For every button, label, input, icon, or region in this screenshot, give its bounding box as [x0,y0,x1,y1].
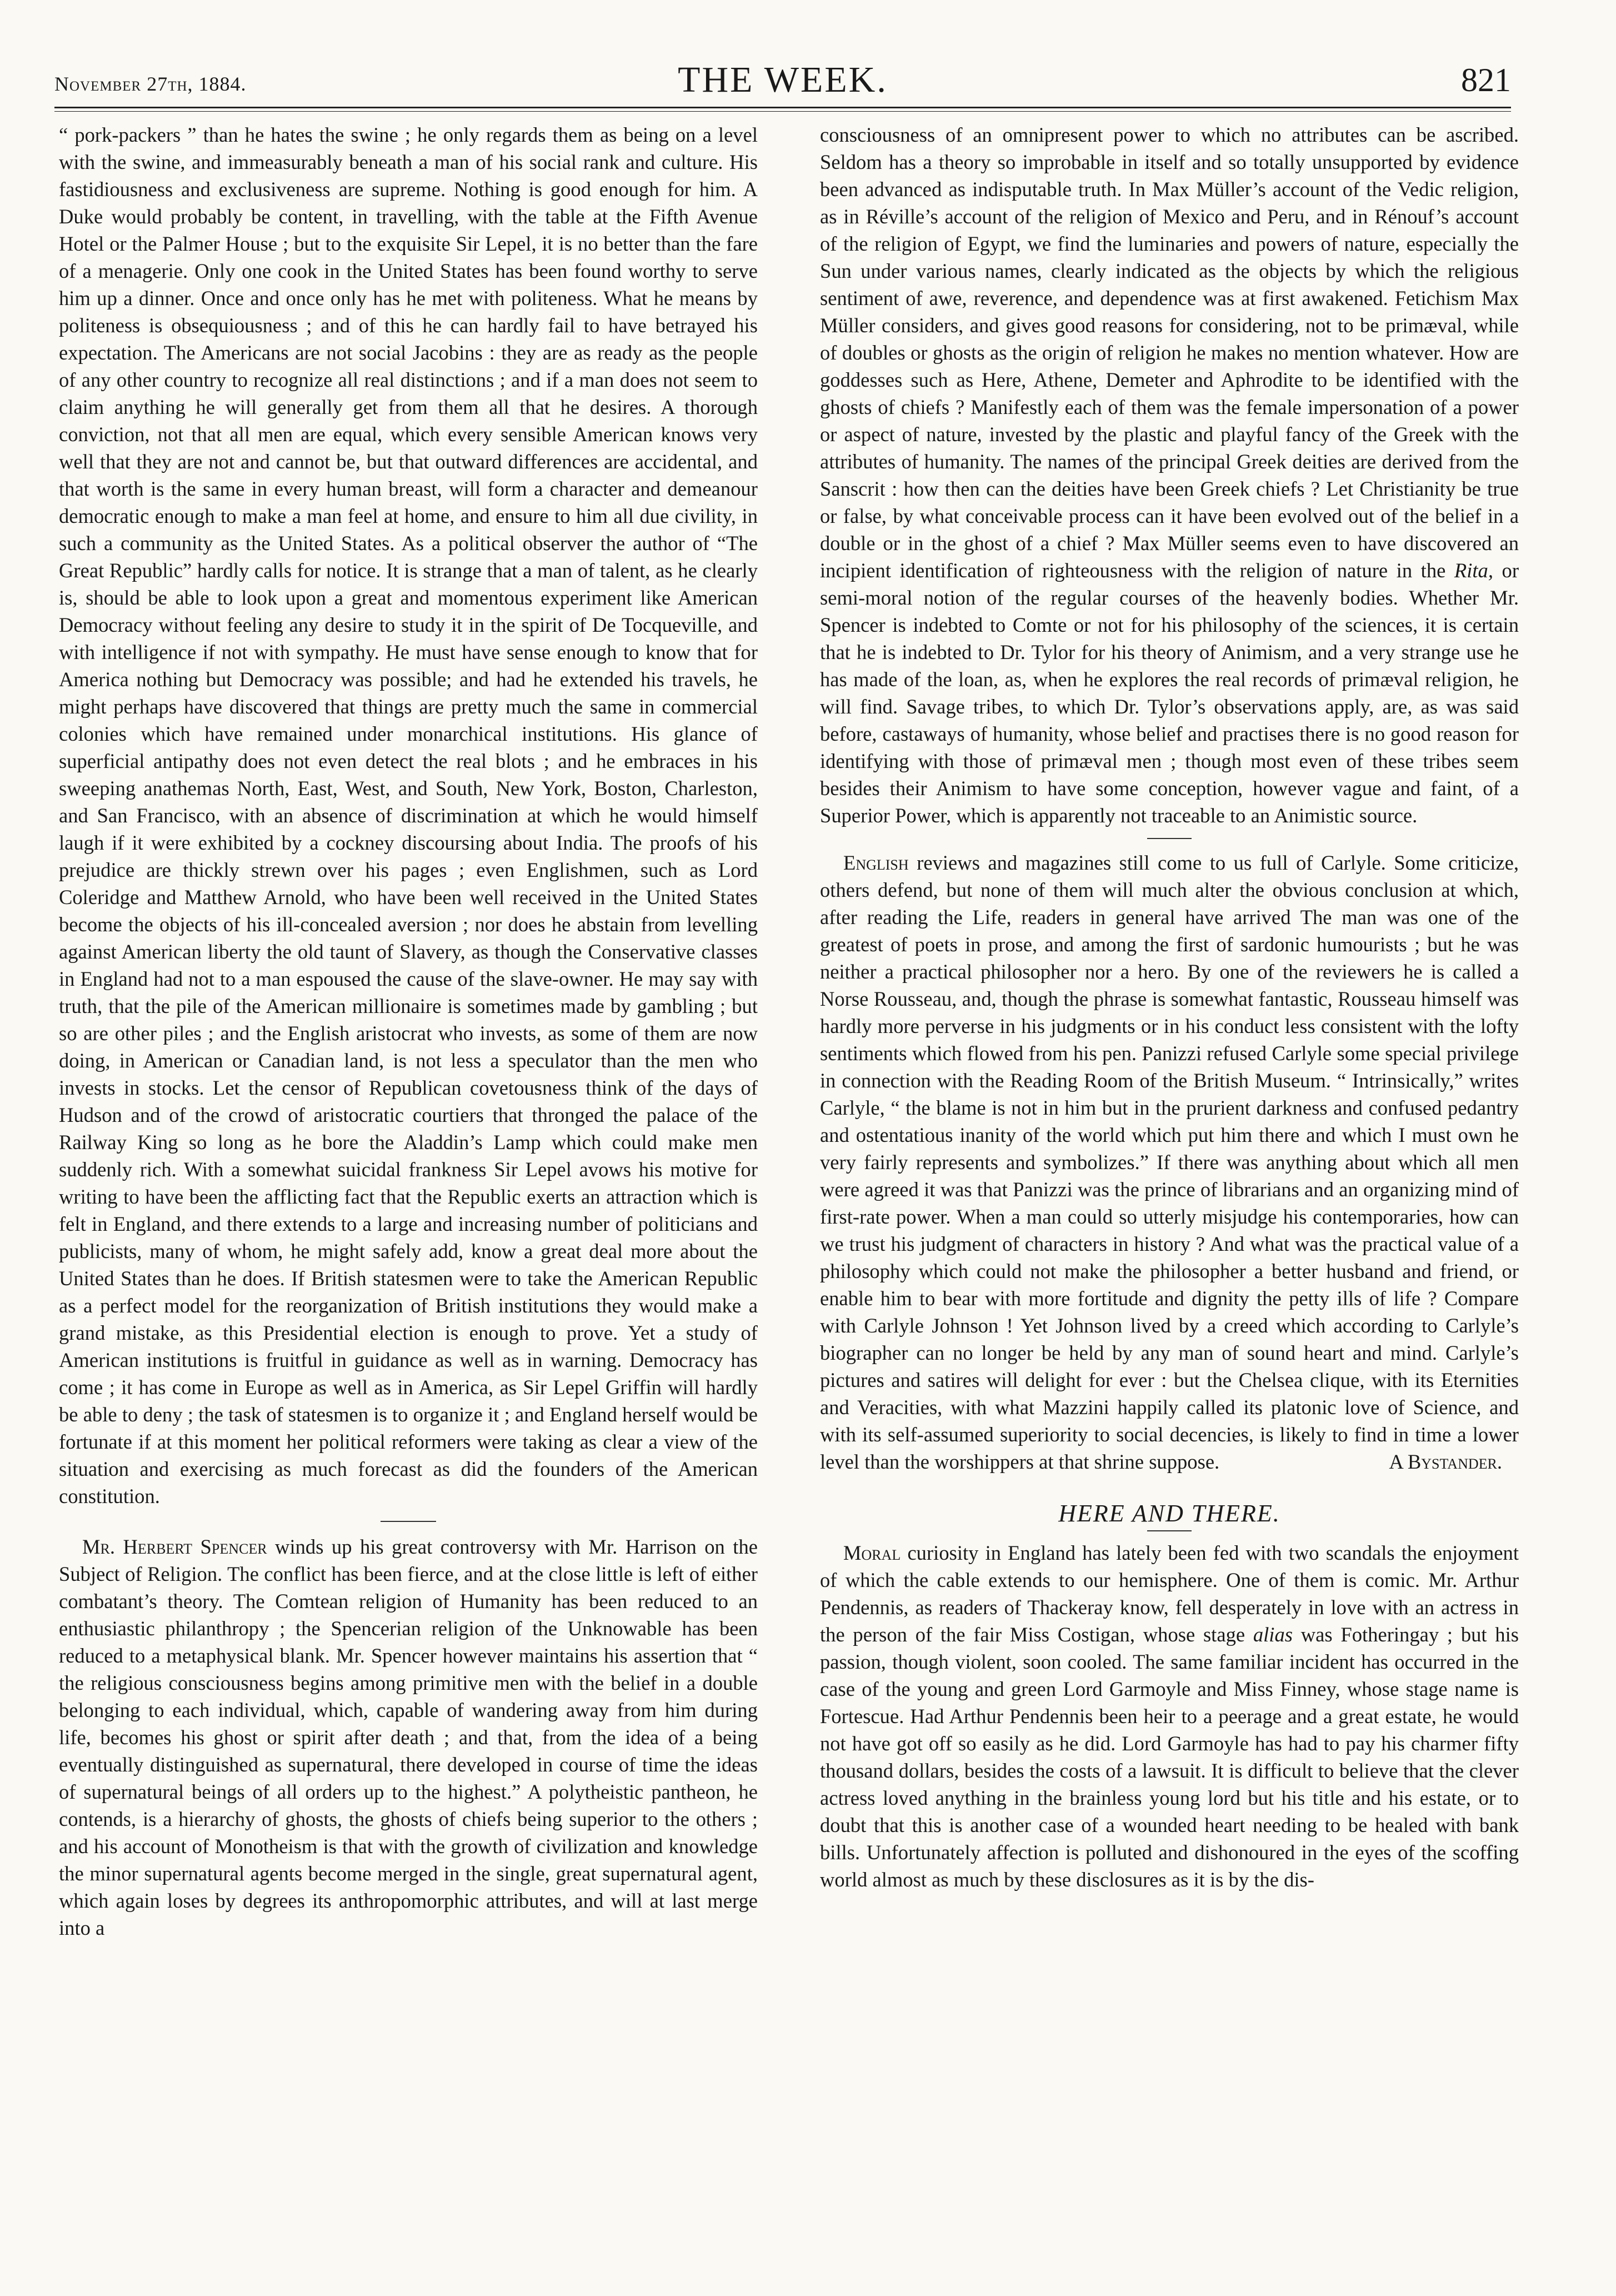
section-divider [381,1521,436,1522]
lead-in-english: English [843,851,909,874]
rita-italic: Rita, [1454,559,1493,582]
masthead-title: THE WEEK. [678,59,888,100]
article-paragraph-spencer [59,1533,758,1941]
page-header [54,32,1511,100]
article-paragraph-sir-lepel: “ pork-packers ” than he hates the swine ; he only regards them as being on a level with the swine, and immeasurably beneath a man of his social rank and culture. His fastidiousness and exclusiveness are supreme. Nothing is good enough for him. A Duke would probably be content, in travelling, with the table at the Fifth Avenue Hotel or the Palmer House ; but to the exquisite Sir Lepel, it is no better than the fare of a menagerie. Only one cook in the United States has been found worthy to serve him up a dinner. Once and once only has he met with politeness. What he means by politeness is obsequiousness ; and of this he can hardly fail to have betrayed his expectation. The Americans are not social Jacobins : they are as ready as the people of any other country to recognize all real distinctions ; and if a man does not seem to claim anything he will generally get from them all that he desires. A thorough conviction, not that all men are equal, which every sensible American knows very well that they are not and cannot be, but that outward differences are accidental, and that worth is the same in every human breast, will form a character and demeanour democratic enough to make a man feel at home, and ensure to him all due civility, in such a community as the United States. As a political observer the author of “The Great Republic” hardly calls for notice. It is strange that a man of talent, as he clearly is, should be able to look upon a great and momentous experiment like American Democracy without feeling any desire to study it in the spirit of De Tocqueville, and with intelligence if not with sympathy. He must have sense enough to know that for America nothing but Democracy was possible; and had he extended his travels, he might perhaps have discovered that things are pretty much the same in commercial colonies which have remained under monarchical institutions. His glance of superficial antipathy does not even detect the real blots ; and he embraces in his sweeping anathemas North, East, West, and South, New York, Boston, Charleston, and San Francisco, with an absence of discrimination at which he would himself laugh if it were exhibited by a cockney discoursing about India. The proofs of his prejudice are thickly strewn over his pages ; even Englishmen, such as Lord Coleridge and Matthew Arnold, who have been well received in the United States become the objects of his ill-concealed aversion ; nor does he abstain from levelling against American liberty the old taunt of Slavery, as though the Conservative classes in England had not to a man espoused the cause of the slave-owner. He may say with truth, that the pile of the American millionaire is sometimes made by gambling ; but so are other piles ; and the English aristocrat who invests, as some of them are now doing, in American or Canadian land, is not less a speculator than the men who invests in stocks. Let the censor of Republican covetousness think of the days of Hudson and of the crowd of aristocratic courtiers that thronged the palace of the Railway King so long as he bore the Aladdin’s Lamp which could make men suddenly rich. With a somewhat suicidal frankness Sir Lepel avows his motive for writing to have been the afflicting fact that the Republic exerts an attraction which is felt in England, and there extends to a large and increasing number of politicians and publicists, many of whom, he might safely add, know a great deal more about the United States than he does. If British statesmen were to take the American Republic as a perfect model for the reorganization of British institutions they would make a grand mistake, as this Presidential election is enough to prove. Yet a study of American institutions is fruitful in guidance as well as in warning. Democracy has come ; it has come in Europe as well as in America, as Sir Lepel Griffin will hardly be able to deny ; the task of statesmen is to organize it ; and England herself would be fortunate if at this moment her political reformers were taking as clear a view of the situation and exercising as much forecast as did the founders of the American constitution. [59,123,758,1508]
article-paragraph-moral [820,1539,1519,1893]
article-paragraph-religion [820,121,1519,829]
article-paragraph-carlyle [820,849,1519,1475]
page-number: 821 [1461,62,1511,98]
body-religion-a: consciousness of an omnipresent power to which no attributes can be ascribed. Seldom has a theory so improbable in itself and so totally unsupported by evidence been advanced as indisputable truth. In Max Müller’s account of the Vedic religion, as in Réville’s account of the religion of Mexico and Peru, and in Rénouf’s account of the religion of Egypt, we find the luminaries and powers of nature, especially the Sun under various names, clearly indicated as the objects by which the religious sentiment of awe, reverence, and dependence was at first awakened. Fetichism Max Müller considers, and gives good reasons for considering, not to be primæval, while of doubles or ghosts as the origin of religion he makes no mention whatever. How are goddesses such as Here, Athene, Demeter and Aphrodite to be identified with the ghosts of chiefs ? Manifestly each of them was the female impersonation of a power or aspect of nature, invested by the plastic and playful fancy of the Greek with the attributes of humanity. The names of the principal Greek deities are derived from the Sanscrit : how then can the deities have been Greek chiefs ? Let Christianity be true or false, by what conceivable process can it have been evolved out of the belief in a double or in the ghost of a chief ? Max Müller seems even to have discovered an incipient identification of righteousness with the religion of nature in the [820,123,1519,582]
section-heading: HERE AND THERE. [1058,1500,1280,1527]
signature: A Bystander. [1389,1450,1502,1473]
body-religion-b: or semi-moral notion of the regular courses of the heavenly bodies. Whether Mr. Spencer is indebted to Comte or not for his philosophy of the sciences, it is certain that he is indebted to Dr. Tylor for his theory of Animism, and a very strange use he has made of the loan, as, when he explores the real records of primæval religion, he will find. Savage tribes, to which Dr. Tylor’s observations apply, are, as was said before, castaways of humanity, whose belief and practises there is no good reason for identifying with those of primæval men ; though most even of these tribes seem besides their Animism to have some conception, however vague and faint, of a Superior Power, which is apparently not traceable to an Animistic source. [820,559,1519,827]
body-spencer: winds up his great controversy with Mr. Harrison on the Subject of Religion. The conflict has been fierce, and at the close little is left of either combatant’s theory. The Comtean religion of Humanity has been reduced to an enthusiastic philanthropy ; the Spencerian religion of the Unknowable has been reduced to a metaphysical blank. Mr. Spencer however maintains his assertion that “ the religious consciousness begins among primitive men with the belief in a double belonging to each individual, which, capable of wandering away from him during life, becomes his ghost or spirit after death ; and that, from the idea of a being eventually distinguished as supernatural, there developed in course of time the ideas of supernatural beings of all orders up to the highest.” A polytheistic pantheon, he contends, is a hierarchy of ghosts, the ghosts of chiefs being superior to the others ; and his account of Monotheism is that with the growth of civilization and knowledge the minor supernatural agents become merged in the single, great supernatural agent, which again loses by degrees its anthropomorphic attributes, and will at last merge into a [59,1535,758,1939]
lead-in-spencer: Mr. Herbert Spencer [82,1535,267,1558]
lead-in-moral: Moral [843,1541,901,1564]
left-column [59,121,758,1941]
heading-rule [1147,1530,1192,1531]
header-rule-thick [54,107,1511,108]
issue-date: November 27th, 1884. [54,73,247,95]
body-moral-b: was Fotheringay ; but his passion, though violent, soon cooled. The same familiar incident has occurred in the case of the young and green Lord Garmoyle and Miss Finney, whose stage name is Fortescue. Had Arthur Pendennis been heir to a peerage and a great estate, he would not have got off so easily as he did. Lord Garmoyle has had to pay his charmer fifty thousand dollars, besides the costs of a lawsuit. It is difficult to believe that the clever actress loved anything in the brainless young lord but his title and his estate, or to doubt that this is another case of a wounded heart needing to be healed with bank bills. Unfortunately affection is polluted and dishonoured in the eyes of the scoffing world almost as much by these disclosures as it is by the dis- [820,1623,1519,1891]
alias-italic: alias [1253,1623,1293,1646]
body-carlyle: reviews and magazines still come to us full of Carlyle. Some criticize, others defend, but none of them will much alter the obvious conclusion at which, after reading the Life, readers in general have arrived The man was one of the greatest of poets in prose, and among the first of sardonic humourists ; but he was neither a practical philosopher nor a hero. By one of the reviewers he is called a Norse Rousseau, and, though the phrase is somewhat fantastic, Rousseau himself was hardly more perverse in his judgments or in his conduct less consistent with the lofty sentiments which flowed from his pen. Panizzi refused Carlyle some special privilege in connection with the Reading Room of the British Museum. “ Intrinsically,” writes Carlyle, “ the blame is not in him but in the prurient darkness and confused pedantry and ostentatious inanity of the world which put him there and which I must own he very fairly represents and symbolizes.” If there was anything about which all men were agreed it was that Panizzi was the prince of librarians and an organizing mind of first-rate power. When a man could so utterly misjudge his contemporaries, how can we trust his judgment of characters in history ? And what was the practical value of a philosophy which could not make the philosopher a better husband and friend, or enable him to bear with more fortitude and dignity the petty ills of life ? Compare with Carlyle Johnson ! Yet Johnson lived by a creed which according to Carlyle’s biographer can no longer be held by any man of sound heart and mind. Carlyle’s pictures and satires will delight for ever : but the Chelsea clique, with its Eternities and Veracities, with what Mazzini happily called its platonic love of Science, and with its self-assumed superiority to social decencies, is likely to find in time a lower level than the worshippers at that shrine suppose. [820,851,1519,1473]
section-divider [1147,838,1192,839]
body-moral-a: curiosity in England has lately been fed with two scandals the enjoyment of which the cable extends to our hemisphere. One of them is comic. Mr. Arthur Pendennis, as readers of Thackeray know, fell desperately in love with an actress in the person of the fair Miss Costigan, whose stage [820,1541,1519,1646]
header-rule-thin [54,111,1511,112]
right-column [820,121,1519,1893]
